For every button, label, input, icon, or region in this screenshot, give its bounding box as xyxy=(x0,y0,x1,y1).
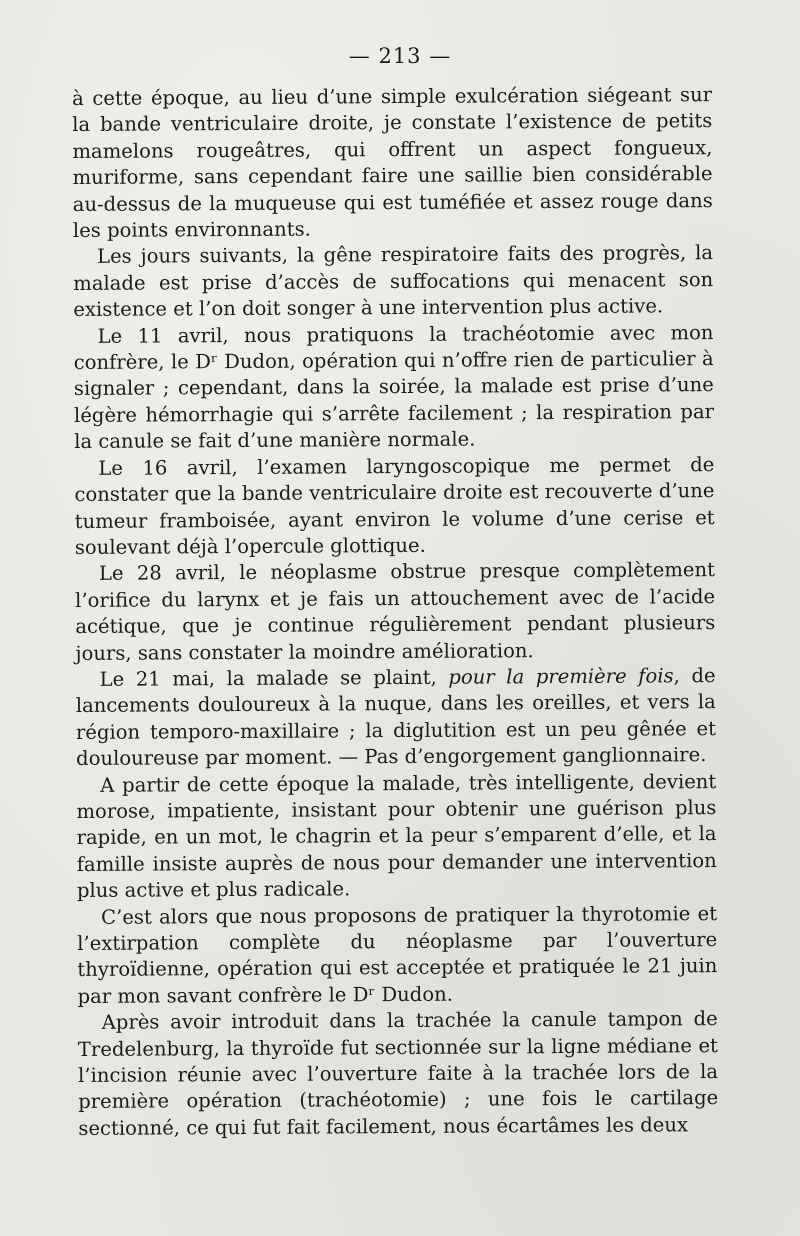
paragraph-text: Le 21 mai, la malade se plaint, xyxy=(99,665,449,691)
paragraph-text: , de lancements douloureux à la nuque, dans les oreilles, et vers la région temporo-maxillaire ; la diglutition est un peu gênée et douloureuse par moment. — Pas d’engorgement ganglionnaire. xyxy=(75,664,717,771)
paragraph: Le 16 avril, l’examen laryngoscopique me permet de constater que la bande ventriculaire droite est recouverte d’une tumeur framboisée, ayant environ le volume d’une cerise et soulevant déjà l’opercule glottique. xyxy=(74,452,715,559)
paragraph: à cette époque, au lieu d’une simple exulcération siégeant sur la bande ventriculaire droite, je constate l’existence de petits mamelons rougeâtres, qui offrent un aspect fongueux, muriforme, sans cependant faire une saillie bien considérable au-dessus de la muqueuse qui est tuméfiée et assez rouge dans les points environnants. xyxy=(72,83,713,243)
emphasized-text: pour la première fois xyxy=(448,664,674,689)
paragraph xyxy=(76,663,717,773)
paragraph: Le 28 avril, le néoplasme obstrue presque complètement l’orifice du larynx et je fais un attouchement avec de l’acide acétique, que je continue régulièrement pendant plusieurs jours, sans constater la moindre amélioration. xyxy=(75,558,716,665)
paragraph: Après avoir introduit dans la trachée la canule tampon de Tredelenburg, la thyroïde fut sectionnée sur la ligne médiane et l’incision réunie avec l’ouverture faite à la trachée lors de la première opération (trachéotomie) ; une fois le cartilage sectionné, ce qui fut fait facilement, nous écartâmes les deux xyxy=(77,1007,719,1140)
paragraph: Les jours suivants, la gêne respiratoire faits des progrès, la malade est prise d’accès de suffocations qui menacent son existence et l’on doit songer à une intervention plus active. xyxy=(73,241,714,322)
paragraph: C’est alors que nous proposons de pratiquer la thyrotomie et l’extirpation complète du néoplasme par l’ouverture thyroïdienne, opération qui est acceptée et pratiquée le 21 juin par mon savant confrère le Dʳ Dudon. xyxy=(77,901,718,1008)
page-number: — 213 — xyxy=(348,44,452,68)
body-text xyxy=(72,82,718,1142)
paragraph: Le 11 avril, nous pratiquons la trachéotomie avec mon confrère, le Dʳ Dudon, opération qui n’offre rien de particulier à signaler ; cependant, dans la soirée, la malade est prise d’une légère hémorrhagie qui s’arrête facilement ; la respiration par la canule se fait d’une manière normale. xyxy=(73,320,715,454)
paragraph: A partir de cette époque la malade, très intelligente, devient morose, impatiente, insistant pour obtenir une guérison plus rapide, en un mot, le chagrin et la peur s’emparent d’elle, et la famille insiste auprès de nous pour demander une intervention plus active et plus radicale. xyxy=(76,769,717,903)
